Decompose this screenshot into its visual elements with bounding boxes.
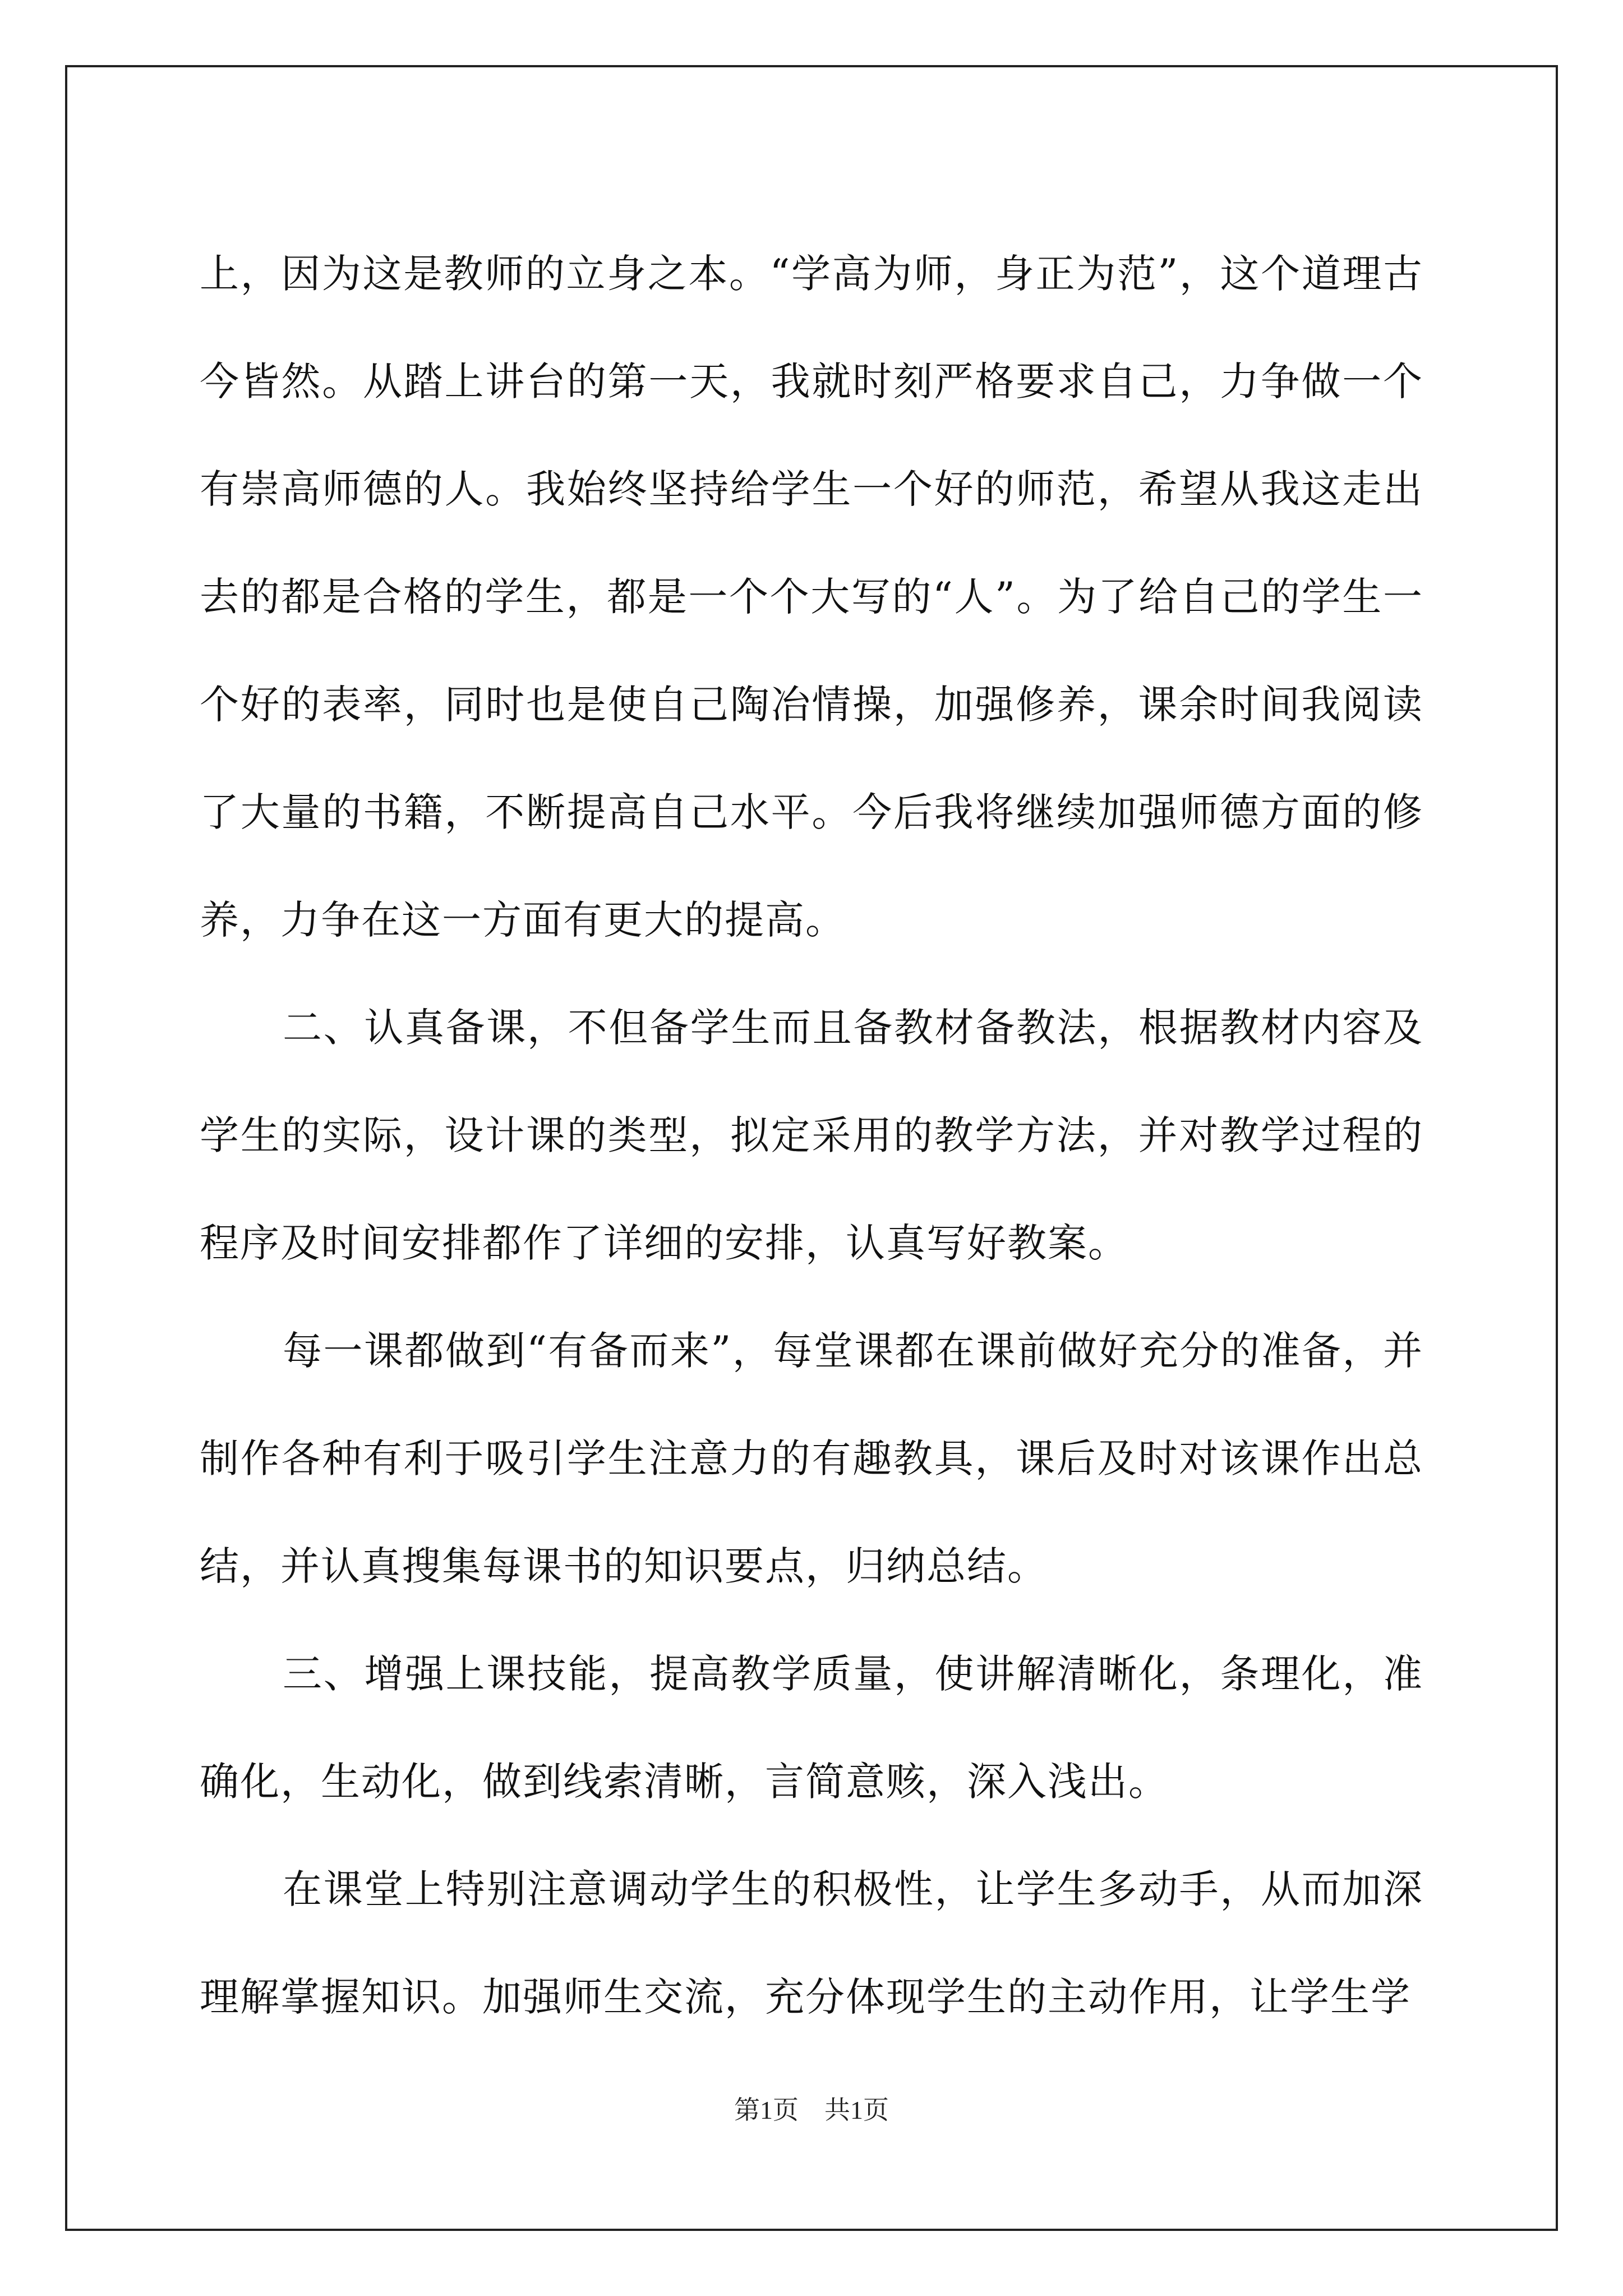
paragraph-4: 三、增强上课技能，提高教学质量，使讲解清晰化，条理化，准确化，生动化，做到线索清晰，言简意赅，深入浅出。 xyxy=(200,1651,1423,1805)
document-body xyxy=(200,220,1423,2051)
paragraph-5: 在课堂上特别注意调动学生的积极性，让学生多动手，从而加深理解掌握知识。加强师生交流，充分体现学生的主动作用，让学生学 xyxy=(200,1866,1423,2020)
paragraph-1: 上，因为这是教师的立身之本。“学高为师，身正为范”，这个道理古今皆然。从踏上讲台的第一天，我就时刻严格要求自己，力争做一个有崇高师德的人。我始终坚持给学生一个好的师范，希望从我这走出去的都是合格的学生，都是一个个大写的“人”。为了给自己的学生一个好的表率，同时也是使自己陶冶情操，加强修养，课余时间我阅读了大量的书籍，不断提高自己水平。今后我将继续加强师德方面的修养，力争在这一方面有更大的提高。 xyxy=(200,251,1423,943)
paragraph-2: 二、认真备课，不但备学生而且备教材备教法，根据教材内容及学生的实际，设计课的类型，拟定采用的教学方法，并对教学过程的程序及时间安排都作了详细的安排，认真写好教案。 xyxy=(200,1005,1423,1266)
page-footer xyxy=(0,2093,1623,2127)
page-number-total: 共1页 xyxy=(824,2096,889,2124)
page-number-current: 第1页 xyxy=(734,2096,799,2124)
paragraph-3: 每一课都做到“有备而来”，每堂课都在课前做好充分的准备，并制作各种有利于吸引学生注意力的有趣教具，课后及时对该课作出总结，并认真搜集每课书的知识要点，归纳总结。 xyxy=(200,1328,1423,1589)
